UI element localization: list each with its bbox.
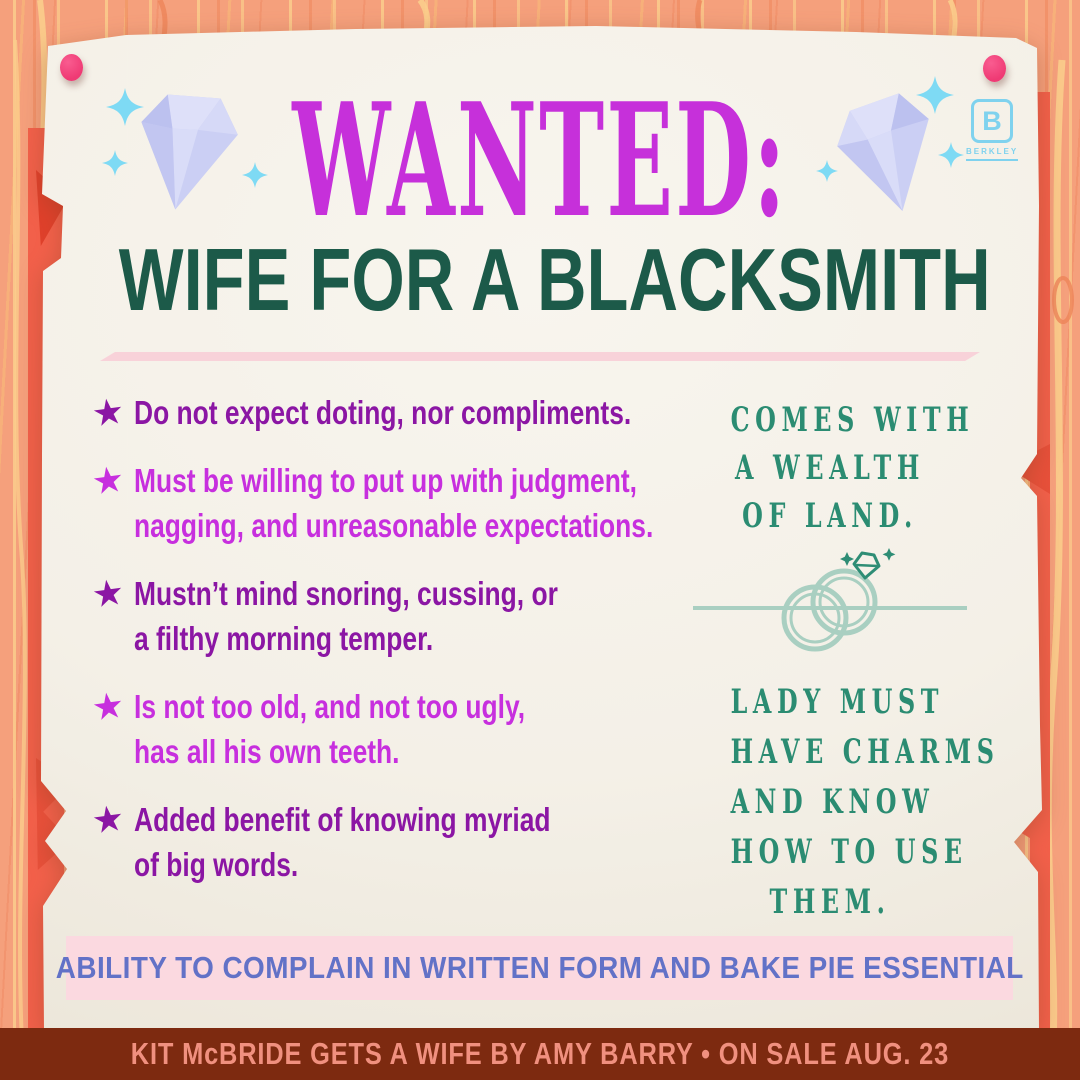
star-bullet-icon: ★ [89, 797, 128, 843]
requirement-line: a filthy morning temper. [134, 620, 434, 657]
essentials-banner-text: ABILITY TO COMPLAIN IN WRITTEN FORM AND BAKE PIE ESSENTIAL [55, 950, 1024, 985]
wedding-rings-icon [691, 546, 969, 664]
offer-column [688, 396, 1000, 927]
sparkle-icon [102, 150, 128, 176]
requirement-line: Must be willing to put up with judgment, [134, 462, 637, 499]
wedding-rings-ornament [688, 546, 972, 669]
offer-line: OF LAND. [742, 496, 918, 536]
offer-line: THEM. [769, 882, 891, 922]
berkley-logo-mark [971, 99, 1013, 143]
pushpin-right-icon [983, 55, 1006, 82]
requirements-list [89, 390, 678, 910]
star-bullet-icon: ★ [89, 571, 128, 617]
berkley-logo-wordmark: BERKLEY [966, 147, 1018, 161]
requirement-text [134, 458, 653, 548]
requirement-line: Added benefit of knowing myriad [134, 801, 551, 838]
star-bullet-icon: ★ [89, 684, 128, 730]
footer-strip [0, 1028, 1080, 1080]
offer-line: AND KNOW [730, 782, 935, 822]
requirement-text [134, 390, 631, 435]
sparkle-icon [106, 88, 144, 126]
requirement-line: nagging, and unreasonable expectations. [134, 507, 654, 544]
comes-with-text [730, 396, 975, 540]
diamond-icon-left [128, 86, 246, 218]
star-bullet-icon: ★ [89, 390, 128, 436]
star-bullet-icon: ★ [89, 458, 128, 504]
footer-text: KIT McBRIDE GETS A WIFE BY AMY BARRY • ON SALE AUG. 23 [130, 1036, 950, 1071]
requirement-item [89, 797, 678, 887]
requirement-line: has all his own teeth. [134, 733, 400, 770]
berkley-logo-letter: B [982, 105, 1002, 136]
sparkle-icon [916, 76, 954, 114]
requirement-line: of big words. [134, 846, 299, 883]
sparkle-icon [938, 142, 964, 168]
requirement-line: Do not expect doting, nor compliments. [134, 394, 632, 431]
requirement-item [89, 390, 678, 436]
requirement-item [89, 684, 678, 774]
requirement-line: Is not too old, and not too ugly, [134, 688, 526, 725]
offer-line: LADY MUST [730, 682, 945, 722]
offer-line: A WEALTH [735, 448, 925, 488]
offer-line: HOW TO USE [730, 832, 968, 872]
requirement-text [134, 797, 551, 887]
offer-line: HAVE CHARMS [730, 732, 1000, 772]
requirement-item [89, 571, 678, 661]
requirement-line: Mustn’t mind snoring, cussing, or [134, 575, 558, 612]
pushpin-left-icon [60, 54, 83, 81]
divider-line [100, 352, 980, 361]
berkley-logo [966, 99, 1018, 161]
lady-must-text [730, 677, 1000, 927]
essentials-banner [55, 936, 1024, 1000]
requirement-text [134, 684, 525, 774]
poster-subtitle: WIFE FOR A BLACKSMITH [118, 230, 991, 329]
offer-line: COMES WITH [730, 400, 975, 440]
requirement-item [89, 458, 678, 548]
requirement-text [134, 571, 558, 661]
poster-title: WANTED: [292, 69, 788, 252]
